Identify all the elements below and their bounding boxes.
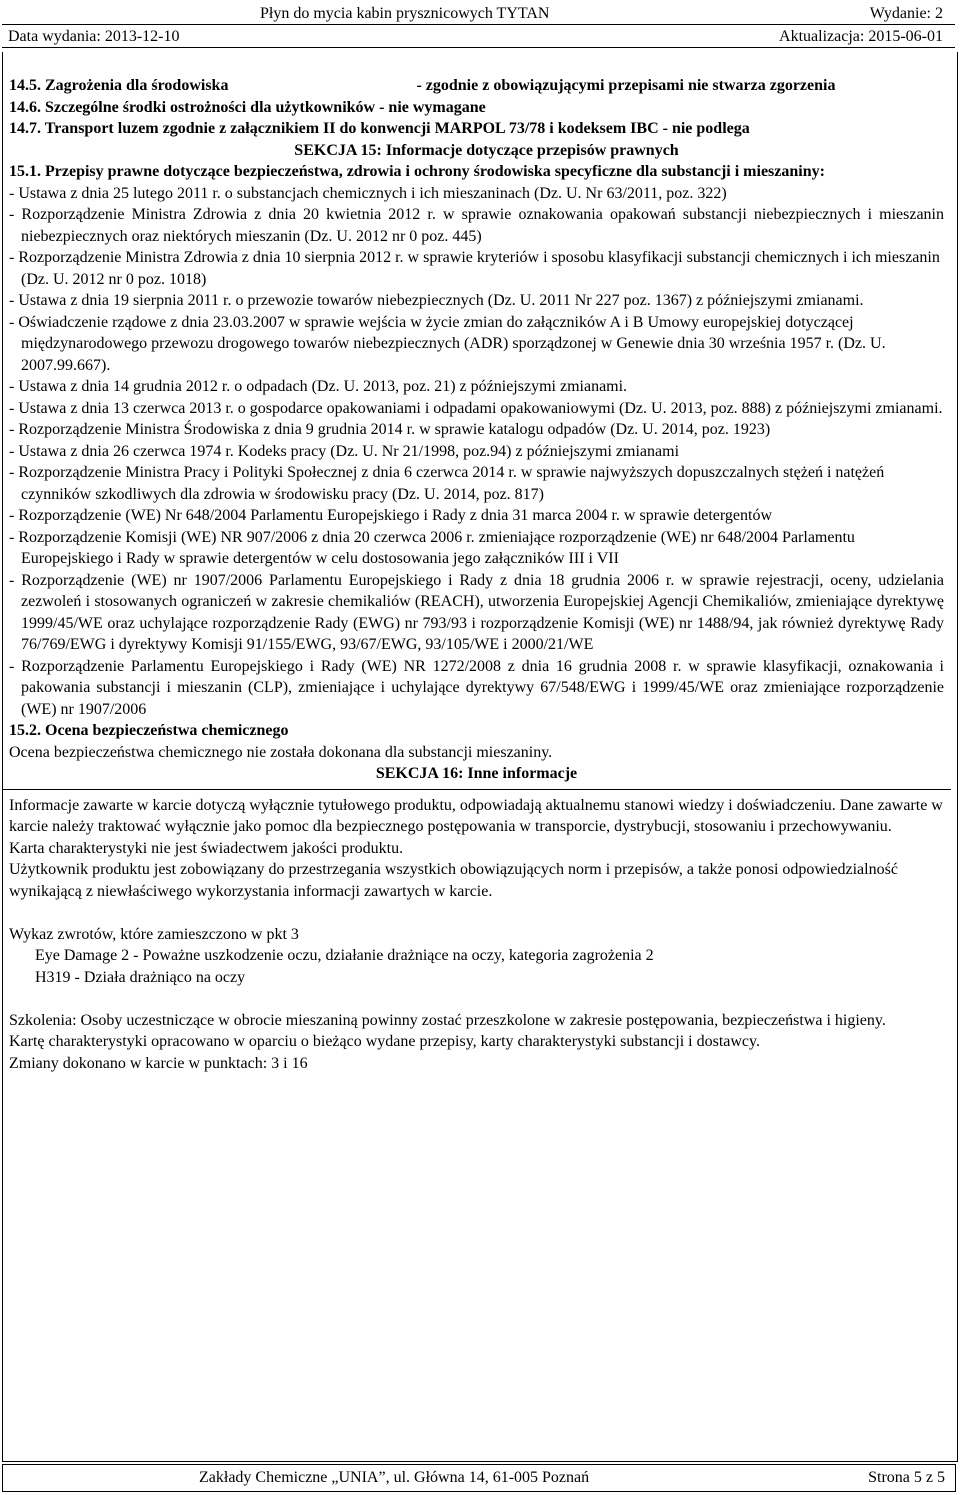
header-row-bottom	[2, 25, 955, 48]
page-footer	[2, 1464, 956, 1492]
section-15-2-heading: 15.2. Ocena bezpieczeństwa chemicznego	[9, 722, 289, 739]
section-16-paragraph: Informacje zawarte w karcie dotyczą wyłącznie tytułowego produktu, odpowiadają aktualnemu stanowi wiedzy i doświadczeniu. Dane zawarte w karcie należy traktować wyłącznie jako pomoc dla bezpiecznego postępowania w transporcie, dystrybucji, stosowaniu i przechowywaniu.	[9, 796, 943, 835]
regulation-item: - Rozporządzenie Ministra Środowiska z dnia 9 grudnia 2014 r. w sprawie katalogu odpadów (Dz. U. 2014, poz. 1923)	[9, 421, 771, 438]
regulation-item: - Rozporządzenie (WE) nr 1907/2006 Parlamentu Europejskiego i Rady z dnia 18 grudnia 2006 r. w sprawie rejestracji, oceny, udzielania zezwoleń i stosowanych ograniczeń w zakresie chemikaliów (REACH), utworzenia Europejskiej Agencji Chemikaliów, zmieniające dyrektywę 1999/45/WE oraz uchylające rozporządzenie Rady (EWG) nr 793/93 i rozporządzenie Komisji (WE) nr 1488/94, jak również dyrektywę Rady 76/769/EWG i dyrektywy Komisji 91/155/EWG, 93/67/EWG, 93/105/WE i 2000/21/WE	[9, 571, 944, 653]
phrase-item: H319 - Działa drażniąco na oczy	[35, 968, 246, 986]
regulation-item: - Rozporządzenie (WE) Nr 648/2004 Parlamentu Europejskiego i Rady z dnia 31 marca 2004 r. w sprawie detergentów	[9, 507, 773, 524]
section-16-paragraph: Użytkownik produktu jest zobowiązany do przestrzegania wszystkich obowiązujących norm i przepisów, a także ponosi odpowiedzialność wynikającą z niewłaściwego wykorzystania informacji zawartych w karcie.	[9, 861, 898, 900]
section-14-5-text: - zgodnie z obowiązującymi przepisami nie stwarza zgorzenia	[416, 77, 836, 94]
section-16-title: SEKCJA 16: Inne informacje	[375, 765, 578, 782]
basis-text: Kartę charakterystyki opracowano w oparciu o bieżąco wydane przepisy, karty charakterystyki substancji i dostawcy.	[9, 1033, 760, 1050]
issue-date: Data wydania: 2013-12-10	[8, 28, 180, 45]
regulation-item: - Ustawa z dnia 26 czerwca 1974 r. Kodeks pracy (Dz. U. Nr 21/1998, poz.94) z późniejszymi zmianami	[9, 442, 680, 460]
regulation-item: - Rozporządzenie Komisji (WE) NR 907/2006 z dnia 20 czerwca 2006 r. zmieniające rozporządzenie (WE) nr 648/2004 Parlamentu Europejskiego i Rady w sprawie detergentów w celu dostosowania jego załączników III i VII	[9, 528, 855, 567]
regulation-item: - Ustawa z dnia 14 grudnia 2012 r. o odpadach (Dz. U. 2013, poz. 21) z późniejszymi zmianami.	[9, 378, 628, 395]
regulation-item: - Rozporządzenie Ministra Pracy i Polityki Społecznej z dnia 6 czerwca 2014 r. w sprawie najwyższych dopuszczalnych stężeń i natężeń czynników szkodliwych dla zdrowia w środowisku pracy (Dz. U. 2014, poz. 817)	[9, 464, 885, 503]
regulation-item: - Rozporządzenie Parlamentu Europejskiego i Rady (WE) NR 1272/2008 z dnia 16 grudnia 2008 r. w sprawie klasyfikacji, oznakowania i pakowania substancji i mieszanin (CLP), zmieniające i uchylające dyrektywy 67/548/EWG i 1999/45/WE oraz zmieniające rozporządzenie (WE) nr 1907/2006	[9, 657, 944, 718]
regulation-item: - Rozporządzenie Ministra Zdrowia z dnia 20 kwietnia 2012 r. w sprawie oznakowania opakowań substancji niebezpiecznych i mieszanin niebezpiecznych oraz niektórych mieszanin (Dz. U. 2012 nr 0 poz. 445)	[9, 206, 944, 245]
regulation-item: - Ustawa z dnia 13 czerwca 2013 r. o gospodarce opakowaniami i odpadami opakowaniowymi (Dz. U. 2013, poz. 888) z późniejszymi zmianami.	[9, 399, 943, 417]
header-row-top	[2, 2, 955, 25]
regulation-item: - Ustawa z dnia 19 sierpnia 2011 r. o przewozie towarów niebezpiecznych (Dz. U. 2011 Nr 227 poz. 1367) z późniejszymi zmianami.	[9, 292, 864, 309]
section-16-paragraph: Karta charakterystyki nie jest świadectwem jakości produktu.	[9, 839, 404, 857]
update-date: Aktualizacja: 2015-06-01	[779, 28, 943, 45]
section-15-2-text: Ocena bezpieczeństwa chemicznego nie została dokonana dla substancji mieszaniny.	[9, 743, 553, 761]
section-14-5	[9, 75, 944, 97]
regulation-item: - Ustawa z dnia 25 lutego 2011 r. o substancjach chemicznych i ich mieszaninach (Dz. U. Nr 63/2011, poz. 322)	[9, 184, 727, 202]
changes-text: Zmiany dokonano w karcie w punktach: 3 i 16	[9, 1054, 308, 1072]
section-15-1-heading: 15.1. Przepisy prawne dotyczące bezpieczeństwa, zdrowia i ochrony środowiska specyficzne dla substancji i mieszaniny:	[9, 163, 825, 180]
phrases-title: Wykaz zwrotów, które zamieszczono w pkt 3	[9, 925, 299, 943]
training-text: Szkolenia: Osoby uczestniczące w obrocie mieszaniną powinny zostać przeszkolone w zakresie postępowania, bezpieczeństwa i higieny.	[9, 1011, 886, 1029]
company-address: Zakłady Chemiczne „UNIA”, ul. Główna 14, 61-005 Poznań	[199, 1469, 590, 1486]
phrase-item: Eye Damage 2 - Poważne uszkodzenie oczu, działanie drażniące na oczy, kategoria zagrożenia 2	[35, 947, 654, 964]
section-15-title: SEKCJA 15: Informacje dotyczące przepisów prawnych	[294, 141, 679, 159]
page-header	[2, 2, 955, 49]
regulation-item: - Rozporządzenie Ministra Zdrowia z dnia 10 sierpnia 2012 r. w sprawie kryteriów i sposobu klasyfikacji substancji chemicznych i ich mieszanin (Dz. U. 2012 nr 0 poz. 1018)	[9, 249, 940, 288]
section-14-6: 14.6. Szczególne środki ostrożności dla użytkowników - nie wymagane	[9, 98, 486, 116]
section-14-5-heading: 14.5. Zagrożenia dla środowiska	[9, 77, 229, 94]
document-body	[9, 75, 944, 1074]
edition-number: Wydanie: 2	[869, 5, 943, 22]
page-number: Strona 5 z 5	[868, 1469, 945, 1486]
section-divider	[2, 789, 951, 790]
product-title: Płyn do mycia kabin prysznicowych TYTAN	[260, 5, 550, 22]
section-14-7: 14.7. Transport luzem zgodnie z załącznikiem II do konwencji MARPOL 73/78 i kodeksem IBC - nie podlega	[9, 120, 750, 137]
regulation-item: - Oświadczenie rządowe z dnia 23.03.2007 w sprawie wejścia w życie zmian do załączników A i B Umowy europejskiej dotyczącej międzynarodowego przewozu drogowego towarów niebezpiecznych (ADR) sporządzonej w Genewie dnia 30 września 1957 r. (Dz. U. 2007.99.667).	[9, 313, 886, 374]
